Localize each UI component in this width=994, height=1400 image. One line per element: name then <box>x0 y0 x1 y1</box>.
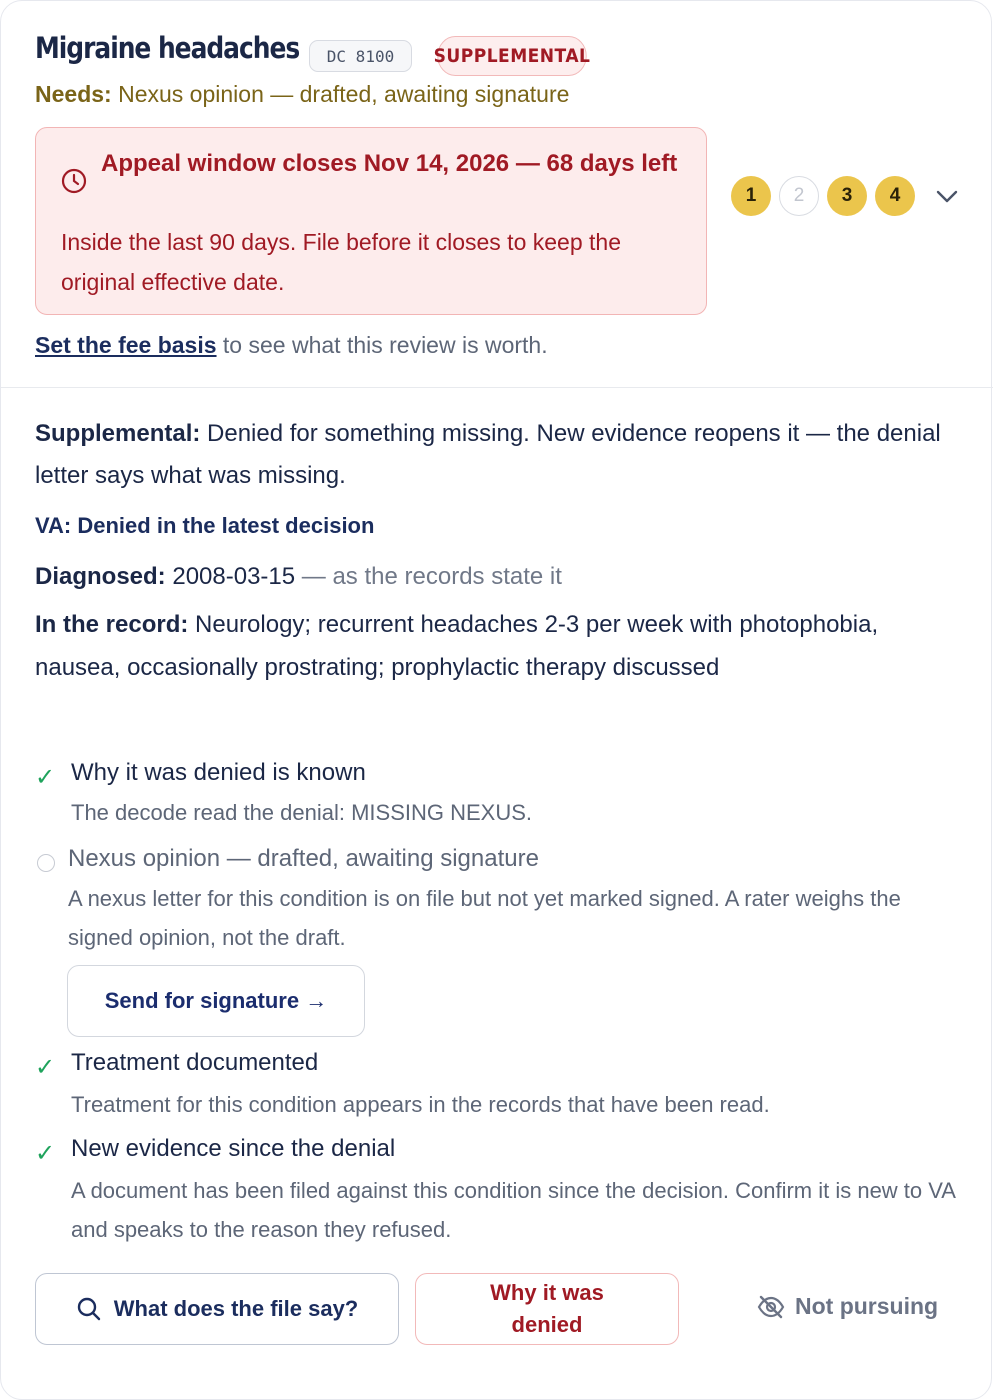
record-label: In the record: <box>35 611 189 638</box>
checklist-item-title: Nexus opinion — drafted, awaiting signature <box>68 845 539 872</box>
diagnosed-line <box>35 563 562 591</box>
ask-file-button[interactable] <box>35 1273 399 1345</box>
chevron-down-icon[interactable] <box>933 184 961 208</box>
step-3[interactable]: 3 <box>827 176 867 216</box>
needs-line <box>35 81 569 108</box>
va-status: VA: Denied in the latest decision <box>35 513 375 538</box>
step-4[interactable]: 4 <box>875 176 915 216</box>
lane-explanation <box>35 413 965 497</box>
check-icon: ✓ <box>35 1054 56 1081</box>
clock-icon <box>61 168 87 194</box>
checklist-item-detail: Treatment for this condition appears in the records that have been read. <box>71 1092 770 1117</box>
dc-code-badge: DC 8100 <box>309 40 412 72</box>
alert-title: Appeal window closes Nov 14, 2026 — 68 days left <box>101 150 678 177</box>
alert-body: Inside the last 90 days. File before it closes to keep the original effective date. <box>61 229 621 295</box>
checklist-item-title: New evidence since the denial <box>71 1135 396 1162</box>
lane-text: Denied for something missing. New evidence reopens it — the denial letter says what was missing. <box>35 420 941 489</box>
fee-text: to see what this review is worth. <box>216 332 548 358</box>
lane-label: Supplemental: <box>35 420 201 447</box>
ask-file-label: What does the file say? <box>113 1296 359 1321</box>
needs-text: Nexus opinion — drafted, awaiting signature <box>118 81 570 107</box>
divider <box>1 387 993 388</box>
step-1[interactable]: 1 <box>731 176 771 216</box>
send-for-signature-button[interactable]: Send for signature → <box>67 965 365 1037</box>
why-denied-button[interactable] <box>415 1273 679 1345</box>
diagnosed-note: — as the records state it <box>295 563 562 590</box>
set-fee-basis-link[interactable]: Set the fee basis <box>35 332 217 358</box>
condition-title: Migraine headaches <box>35 31 300 65</box>
check-icon: ✓ <box>35 1140 56 1167</box>
checklist-item-detail: A nexus letter for this condition is on file but not yet marked signed. A rater weighs the signed opinion, not the draft. <box>68 886 901 950</box>
eye-off-icon <box>757 1294 785 1320</box>
checklist-item-detail: The decode read the denial: MISSING NEXUS. <box>71 800 533 825</box>
record-summary <box>35 603 935 689</box>
diagnosed-label: Diagnosed: <box>35 563 166 590</box>
needs-label: Needs: <box>35 81 112 107</box>
checklist-item-detail: A document has been filed against this condition since the decision. Confirm it is new to VA and speaks to the reason they refused. <box>71 1178 955 1242</box>
why-denied-label: Why it was denied <box>490 1280 604 1337</box>
lane-badge: SUPPLEMENTAL <box>437 36 586 76</box>
checklist-item-title: Why it was denied is known <box>71 759 366 786</box>
not-pursuing-button[interactable] <box>757 1293 938 1320</box>
search-icon <box>76 1296 102 1322</box>
step-2[interactable]: 2 <box>779 176 819 216</box>
pending-circle-icon <box>37 854 55 872</box>
checklist-item-title: Treatment documented <box>71 1049 319 1076</box>
fee-line <box>35 332 548 359</box>
not-pursuing-label: Not pursuing <box>795 1293 939 1319</box>
diagnosed-date: 2008-03-15 <box>165 563 296 590</box>
check-icon: ✓ <box>35 764 56 791</box>
record-text: Neurology; recurrent headaches 2-3 per week with photophobia, nausea, occasionally prostrating; prophylactic therapy discussed <box>35 611 879 681</box>
